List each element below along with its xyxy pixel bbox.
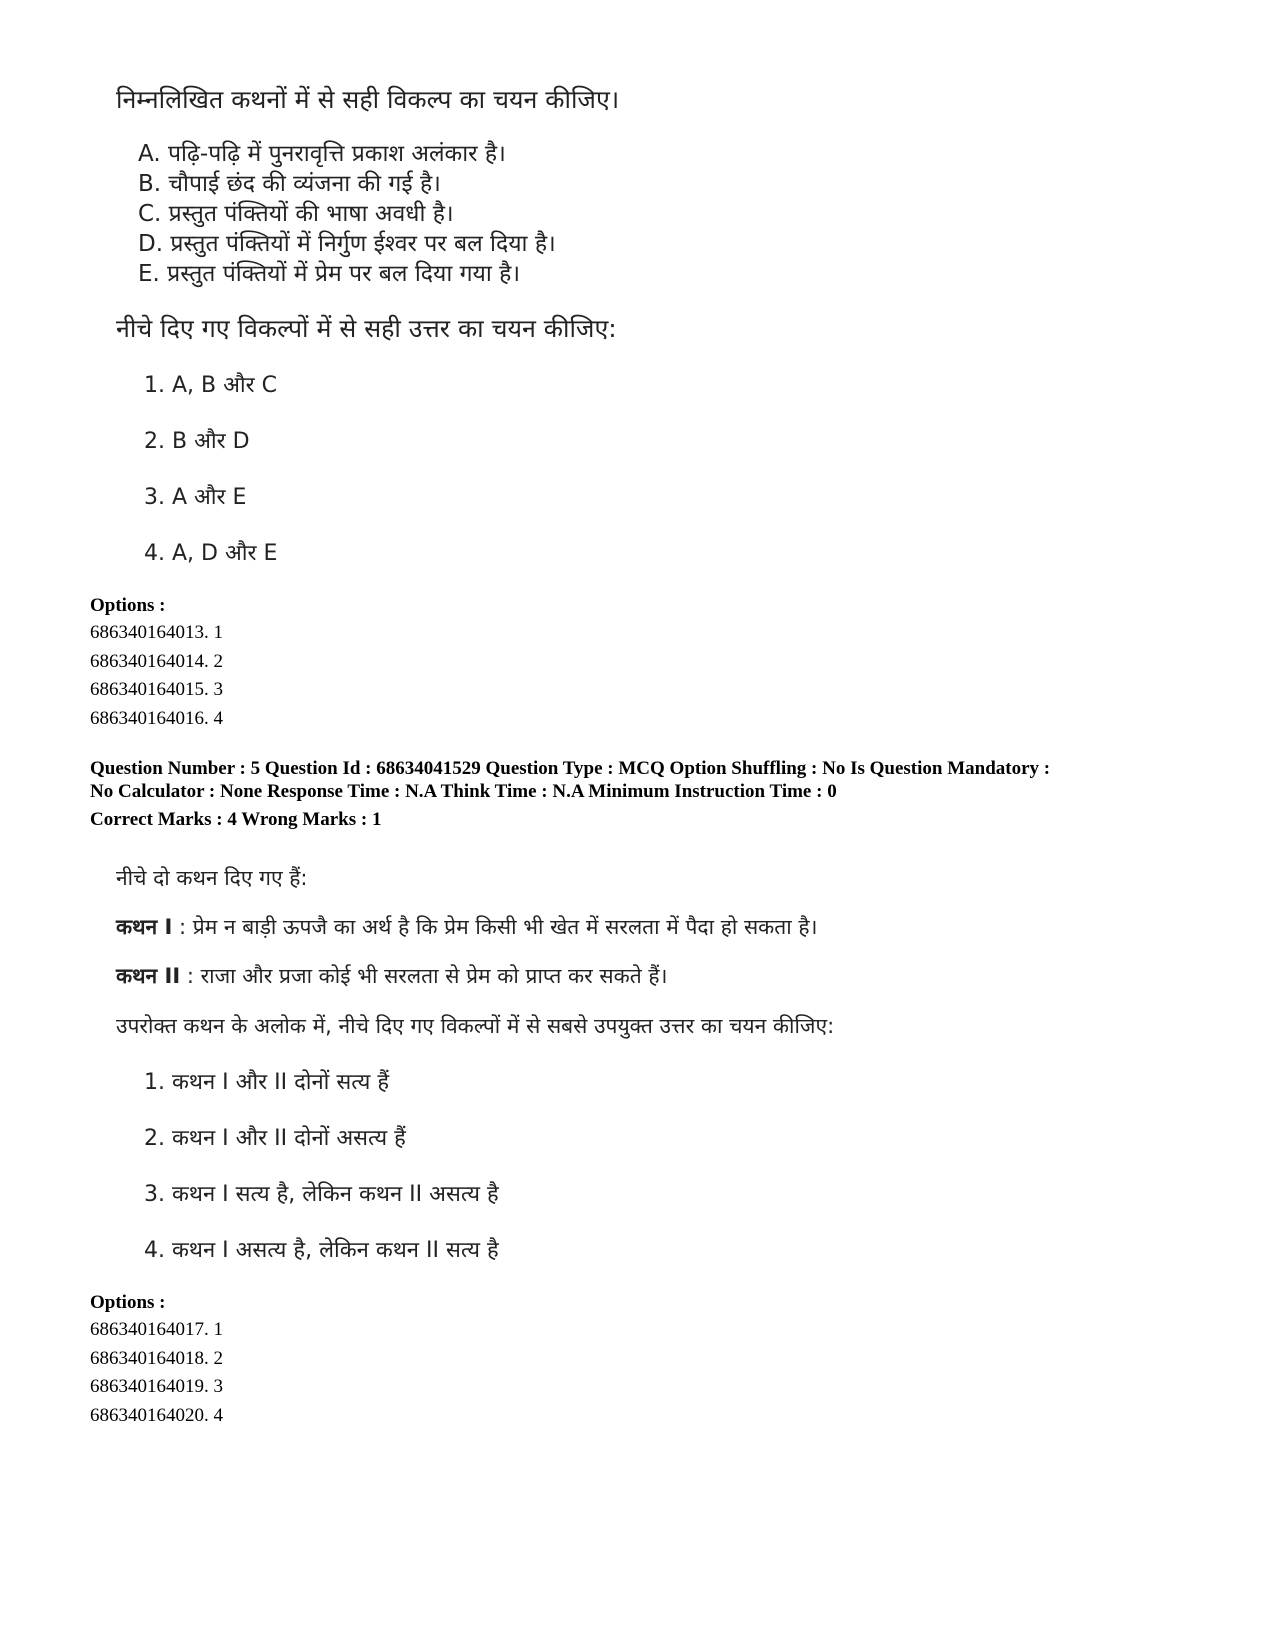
q5-statement-2 xyxy=(116,962,668,990)
q4-statement-d: D. प्रस्तुत पंक्तियों में निर्गुण ईश्वर पर बल दिया है। xyxy=(138,231,556,257)
q4-choice-2: 2. B और D xyxy=(144,429,250,454)
q4-choose-text: नीचे दिए गए विकल्पों में से सही उत्तर का चयन कीजिए: xyxy=(116,314,617,343)
q5-option-2: 686340164018. 2 xyxy=(90,1347,223,1369)
q5-option-4: 686340164020. 4 xyxy=(90,1404,223,1426)
q4-choice-1: 1. A, B और C xyxy=(144,373,277,398)
q5-option-3: 686340164019. 3 xyxy=(90,1376,223,1397)
q4-options-list xyxy=(90,619,223,733)
q4-lead: निम्नलिखित कथनों में से सही विकल्प का चयन कीजिए। xyxy=(116,85,620,114)
q4-choice-4: 4. A, D और E xyxy=(144,541,278,566)
q5-choice-4: 4. कथन I असत्य है, लेकिन कथन II सत्य है xyxy=(144,1238,499,1263)
q5-meta-line-2: No Calculator : None Response Time : N.A Think Time : N.A Minimum Instruction Time : 0 xyxy=(90,781,837,802)
q5-statement-2-text: : राजा और प्रजा कोई भी सरलता से प्रेम को प्राप्त कर सकते हैं। xyxy=(180,964,668,988)
q5-meta-line-1: Question Number : 5 Question Id : 68634041529 Question Type : MCQ Option Shuffling : No Is Question Mandatory : xyxy=(90,758,1051,779)
q5-options-list xyxy=(90,1316,223,1430)
q5-choose-text: उपरोक्त कथन के अलोक में, नीचे दिए गए विकल्पों में से सबसे उपयुक्त उत्तर का चयन कीजिए: xyxy=(116,1014,835,1038)
q4-option-1: 686340164013. 1 xyxy=(90,622,223,643)
q5-choice-1: 1. कथन I और II दोनों सत्य हैं xyxy=(144,1070,390,1095)
q5-statement-2-label: कथन II xyxy=(116,964,181,988)
q5-options-label: Options : xyxy=(90,1292,166,1313)
q5-statement-1 xyxy=(116,913,817,941)
q4-options-label: Options : xyxy=(90,595,166,616)
q5-option-1: 686340164017. 1 xyxy=(90,1319,223,1340)
q4-statement-b: B. चौपाई छंद की व्यंजना की गई है। xyxy=(138,171,441,197)
q4-choice-3: 3. A और E xyxy=(144,485,247,510)
q5-choice-3: 3. कथन I सत्य है, लेकिन कथन II असत्य है xyxy=(144,1182,499,1207)
q4-option-2: 686340164014. 2 xyxy=(90,650,223,672)
q5-statement-1-label: कथन I xyxy=(116,915,173,939)
q4-statement-e: E. प्रस्तुत पंक्तियों में प्रेम पर बल दिया गया है। xyxy=(138,261,521,287)
q4-option-3: 686340164015. 3 xyxy=(90,679,223,700)
q5-marks: Correct Marks : 4 Wrong Marks : 1 xyxy=(90,809,382,830)
q4-statement-a: A. पढ़ि-पढ़ि में पुनरावृत्ति प्रकाश अलंकार है। xyxy=(138,141,506,167)
q5-choice-2: 2. कथन I और II दोनों असत्य हैं xyxy=(144,1126,406,1151)
q4-option-4: 686340164016. 4 xyxy=(90,707,223,729)
q5-lead: नीचे दो कथन दिए गए हैं: xyxy=(116,866,308,890)
q4-statement-c: C. प्रस्तुत पंक्तियों की भाषा अवधी है। xyxy=(138,201,454,227)
q5-statement-1-text: : प्रेम न बाड़ी ऊपजै का अर्थ है कि प्रेम किसी भी खेत में सरलता में पैदा हो सकता है। xyxy=(172,915,818,939)
